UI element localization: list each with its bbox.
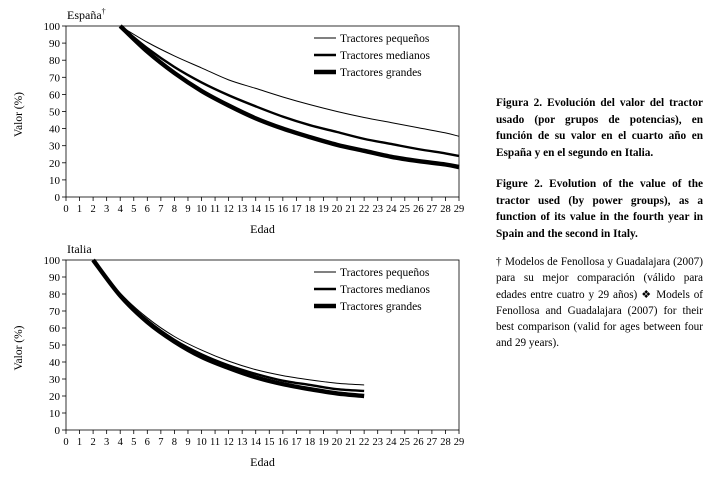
chart-title-mark: † (101, 7, 106, 16)
y-tick-label: 40 (49, 123, 60, 136)
x-tick-label: 0 (63, 437, 69, 448)
x-tick-label: 8 (171, 437, 178, 448)
legend-label-2: Tractores medianos (340, 284, 430, 296)
y-axis-label: Valor (%) (13, 325, 25, 371)
x-tick-label: 3 (104, 437, 110, 448)
x-axis-label: Edad (250, 222, 275, 236)
x-tick-label: 26 (413, 204, 424, 215)
x-tick-label: 24 (385, 437, 397, 448)
x-tick-label: 0 (63, 204, 69, 215)
figure-caption-spanish: Figura 2. Evolución del valor del tractor usado (por grupos de potencias), en función de su valor en el cuarto año en España y en el segundo en Italia. (496, 97, 703, 159)
x-tick-label: 2 (90, 437, 96, 448)
x-tick-label: 5 (131, 437, 137, 448)
x-tick-label: 29 (453, 437, 465, 448)
x-tick-label: 17 (291, 437, 302, 448)
y-tick-label: 80 (49, 289, 60, 301)
series-line-3 (93, 260, 364, 396)
y-tick-label: 30 (49, 374, 60, 386)
x-tick-label: 4 (117, 437, 123, 448)
x-tick-label: 21 (345, 437, 356, 448)
x-tick-label: 16 (277, 437, 289, 448)
x-tick-label: 1 (76, 437, 83, 448)
x-tick-label: 15 (264, 204, 275, 215)
x-tick-label: 24 (385, 204, 397, 215)
legend-label-3: Tractores grandes (340, 67, 422, 79)
legend-label-1: Tractores pequeños (340, 33, 430, 45)
x-tick-label: 2 (90, 204, 96, 215)
footnote-english: Models of Fenollosa and Guadalajara (2007) for their best comparison (valid for ages between four and 29 years). (496, 288, 704, 350)
x-tick-label: 13 (236, 204, 248, 215)
y-tick-label: 0 (54, 192, 60, 204)
chart-title: Italia (67, 242, 92, 256)
x-tick-label: 11 (210, 437, 221, 448)
y-axis-label: Valor (%) (13, 91, 25, 138)
x-tick-label: 7 (158, 437, 164, 448)
y-tick-label: 100 (43, 255, 60, 267)
x-tick-label: 5 (131, 204, 137, 215)
chart-italy (13, 242, 464, 469)
x-tick-label: 18 (304, 437, 316, 448)
series-line-2 (120, 26, 459, 156)
x-tick-label: 25 (399, 437, 411, 448)
x-tick-label: 18 (304, 204, 316, 215)
y-tick-label: 20 (49, 157, 60, 170)
legend-label-1: Tractores pequeños (340, 267, 430, 279)
x-tick-label: 12 (223, 437, 234, 448)
x-tick-label: 11 (210, 204, 221, 215)
x-tick-label: 6 (144, 437, 150, 448)
y-tick-label: 90 (49, 272, 60, 284)
y-tick-label: 20 (49, 391, 60, 403)
x-tick-label: 10 (196, 437, 207, 448)
chart-title: España† (67, 7, 106, 22)
footnote-separator-icon: ❖ (641, 288, 653, 301)
chart-spain (13, 7, 464, 236)
footnote-spanish: Modelos de Fenollosa y Guadalajara (2007) para su mejor comparación (válido para edades entre cuatro y 29 años) (496, 256, 703, 301)
x-tick-label: 6 (144, 204, 150, 215)
y-tick-label: 30 (49, 140, 60, 153)
x-tick-label: 10 (196, 204, 207, 215)
x-tick-label: 16 (277, 204, 289, 215)
x-tick-label: 23 (372, 204, 383, 215)
x-tick-label: 17 (291, 204, 302, 215)
x-tick-label: 14 (250, 204, 261, 215)
y-tick-label: 100 (43, 21, 60, 33)
y-tick-label: 60 (49, 89, 60, 102)
y-tick-label: 40 (49, 357, 60, 369)
x-tick-label: 1 (76, 204, 83, 215)
x-tick-label: 15 (264, 437, 275, 448)
x-tick-label: 7 (158, 204, 164, 215)
x-tick-label: 29 (453, 204, 465, 215)
x-tick-label: 28 (440, 204, 451, 215)
x-axis-label: Edad (250, 455, 275, 469)
y-tick-label: 50 (49, 340, 60, 352)
x-tick-label: 22 (358, 437, 370, 448)
x-tick-label: 28 (440, 437, 451, 448)
x-tick-label: 23 (372, 437, 383, 448)
y-tick-label: 80 (49, 55, 60, 68)
y-tick-label: 70 (49, 306, 60, 318)
footnote-mark: † (496, 256, 502, 268)
legend-label-3: Tractores grandes (340, 301, 422, 313)
y-tick-label: 90 (49, 38, 60, 51)
x-tick-label: 20 (331, 204, 343, 215)
series-line-2 (93, 260, 364, 391)
x-tick-label: 12 (223, 204, 234, 215)
legend-label-2: Tractores medianos (340, 50, 430, 62)
x-tick-label: 27 (426, 204, 438, 215)
y-tick-label: 60 (49, 323, 60, 335)
x-tick-label: 8 (171, 204, 178, 215)
x-tick-label: 26 (413, 437, 424, 448)
figure-caption-english: Figure 2. Evolution of the value of the tractor used (by power groups), as a function of its value in the fourth year in Spain and the second in Italy. (496, 178, 703, 240)
y-tick-label: 10 (49, 408, 60, 420)
x-tick-label: 22 (358, 204, 370, 215)
series-line-3 (120, 26, 459, 167)
x-tick-label: 13 (236, 437, 248, 448)
x-tick-label: 14 (250, 437, 261, 448)
footnote (496, 254, 703, 352)
y-tick-label: 50 (49, 106, 60, 119)
x-tick-label: 9 (185, 204, 191, 215)
x-tick-label: 19 (318, 437, 329, 448)
y-tick-label: 70 (49, 72, 60, 85)
x-tick-label: 19 (318, 204, 329, 215)
x-tick-label: 25 (399, 204, 411, 215)
y-tick-label: 10 (49, 174, 60, 187)
y-tick-label: 0 (54, 425, 60, 437)
x-tick-label: 20 (331, 437, 343, 448)
x-tick-label: 21 (345, 204, 356, 215)
x-tick-label: 27 (426, 437, 438, 448)
x-tick-label: 9 (185, 437, 191, 448)
x-tick-label: 3 (104, 204, 110, 215)
x-tick-label: 4 (117, 204, 123, 215)
